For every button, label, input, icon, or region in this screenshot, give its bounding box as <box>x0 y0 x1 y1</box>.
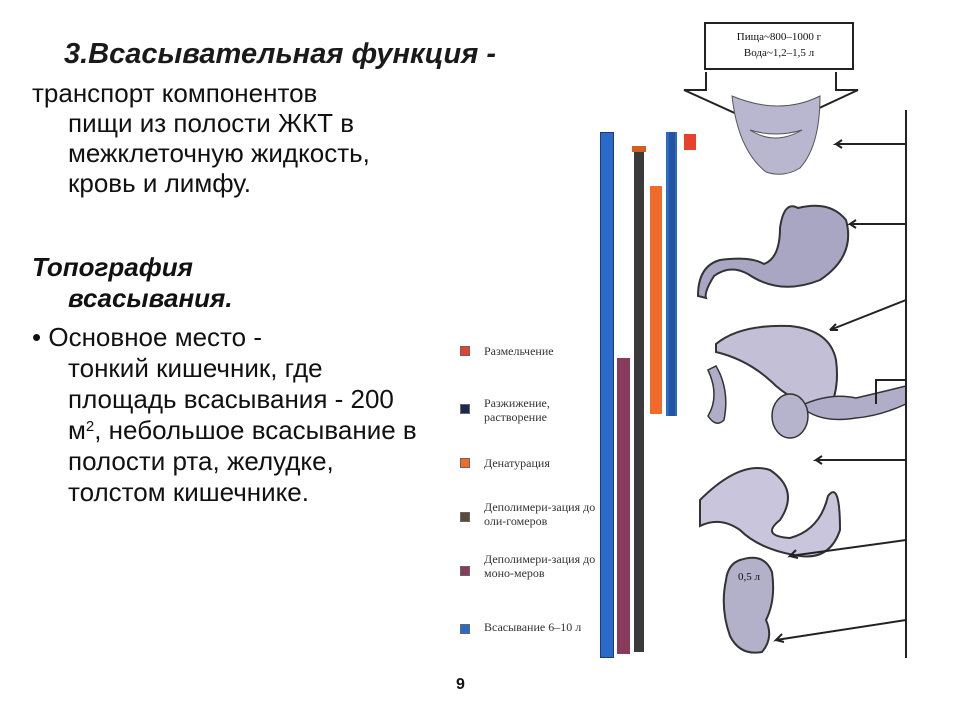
legend-label: Денатурация <box>484 456 550 470</box>
legend-swatch <box>460 404 470 414</box>
superscript: 2 <box>85 418 95 435</box>
digestive-organs-illustration <box>680 60 920 660</box>
slide-title: 3.Всасывательная функция - <box>64 38 496 70</box>
intake-food: Пища~800–1000 г <box>736 31 822 43</box>
definition-first-line: транспорт компонентов <box>32 78 318 108</box>
subtitle-line1: Топография <box>32 252 193 282</box>
bar-dissolving <box>669 132 675 416</box>
pointer-arrow <box>830 300 906 330</box>
bar-oligomers <box>634 148 644 652</box>
bullet-first-line: Основное место - <box>48 322 262 352</box>
bullet-rest <box>32 353 432 508</box>
bar-oligomers-top <box>632 146 646 152</box>
bullet-point <box>32 322 432 508</box>
pointer-arrow <box>836 140 906 148</box>
legend-label: Размельчение <box>484 344 554 358</box>
legend-label: Всасывание 6–10 л <box>484 620 582 634</box>
volume-label: 0,5 л <box>738 571 760 583</box>
small-intestine-icon <box>700 468 840 556</box>
intake-water: Вода~1,2–1,5 л <box>743 47 815 59</box>
legend-label: Разжижение, растворение <box>484 396 550 424</box>
pointer-arrow <box>850 220 906 228</box>
bullet-text-a: тонкий кишечник, где площадь всасывания - 200 м <box>68 353 394 445</box>
pointer-arrow <box>776 620 906 642</box>
legend-swatch <box>460 458 470 468</box>
legend-swatch <box>460 566 470 576</box>
bar-absorption-long <box>600 132 614 658</box>
bullet-marker: • <box>32 322 42 352</box>
legend-swatch <box>460 512 470 522</box>
section-subtitle <box>32 252 412 314</box>
legend-label: Деполимери-зация до оли-гомеров <box>484 500 596 528</box>
legend-swatch <box>460 346 470 356</box>
bar-monomers <box>617 358 630 654</box>
definition-text <box>32 78 432 198</box>
stomach-icon <box>698 206 848 298</box>
subtitle-line2: всасывания. <box>68 283 233 313</box>
bar-denaturation <box>650 186 662 414</box>
bullet-text-b: , небольшое всасывание в полости рта, желудке, толстом кишечнике. <box>68 415 417 507</box>
legend-label: Деполимери-зация до моно-меров <box>484 552 596 580</box>
definition-rest: пищи из полости ЖКТ в межклеточную жидкость, кровь и лимфу. <box>68 108 370 198</box>
page-number: 9 <box>456 676 465 693</box>
pointer-arrow <box>816 456 906 464</box>
legend-swatch <box>460 624 470 634</box>
